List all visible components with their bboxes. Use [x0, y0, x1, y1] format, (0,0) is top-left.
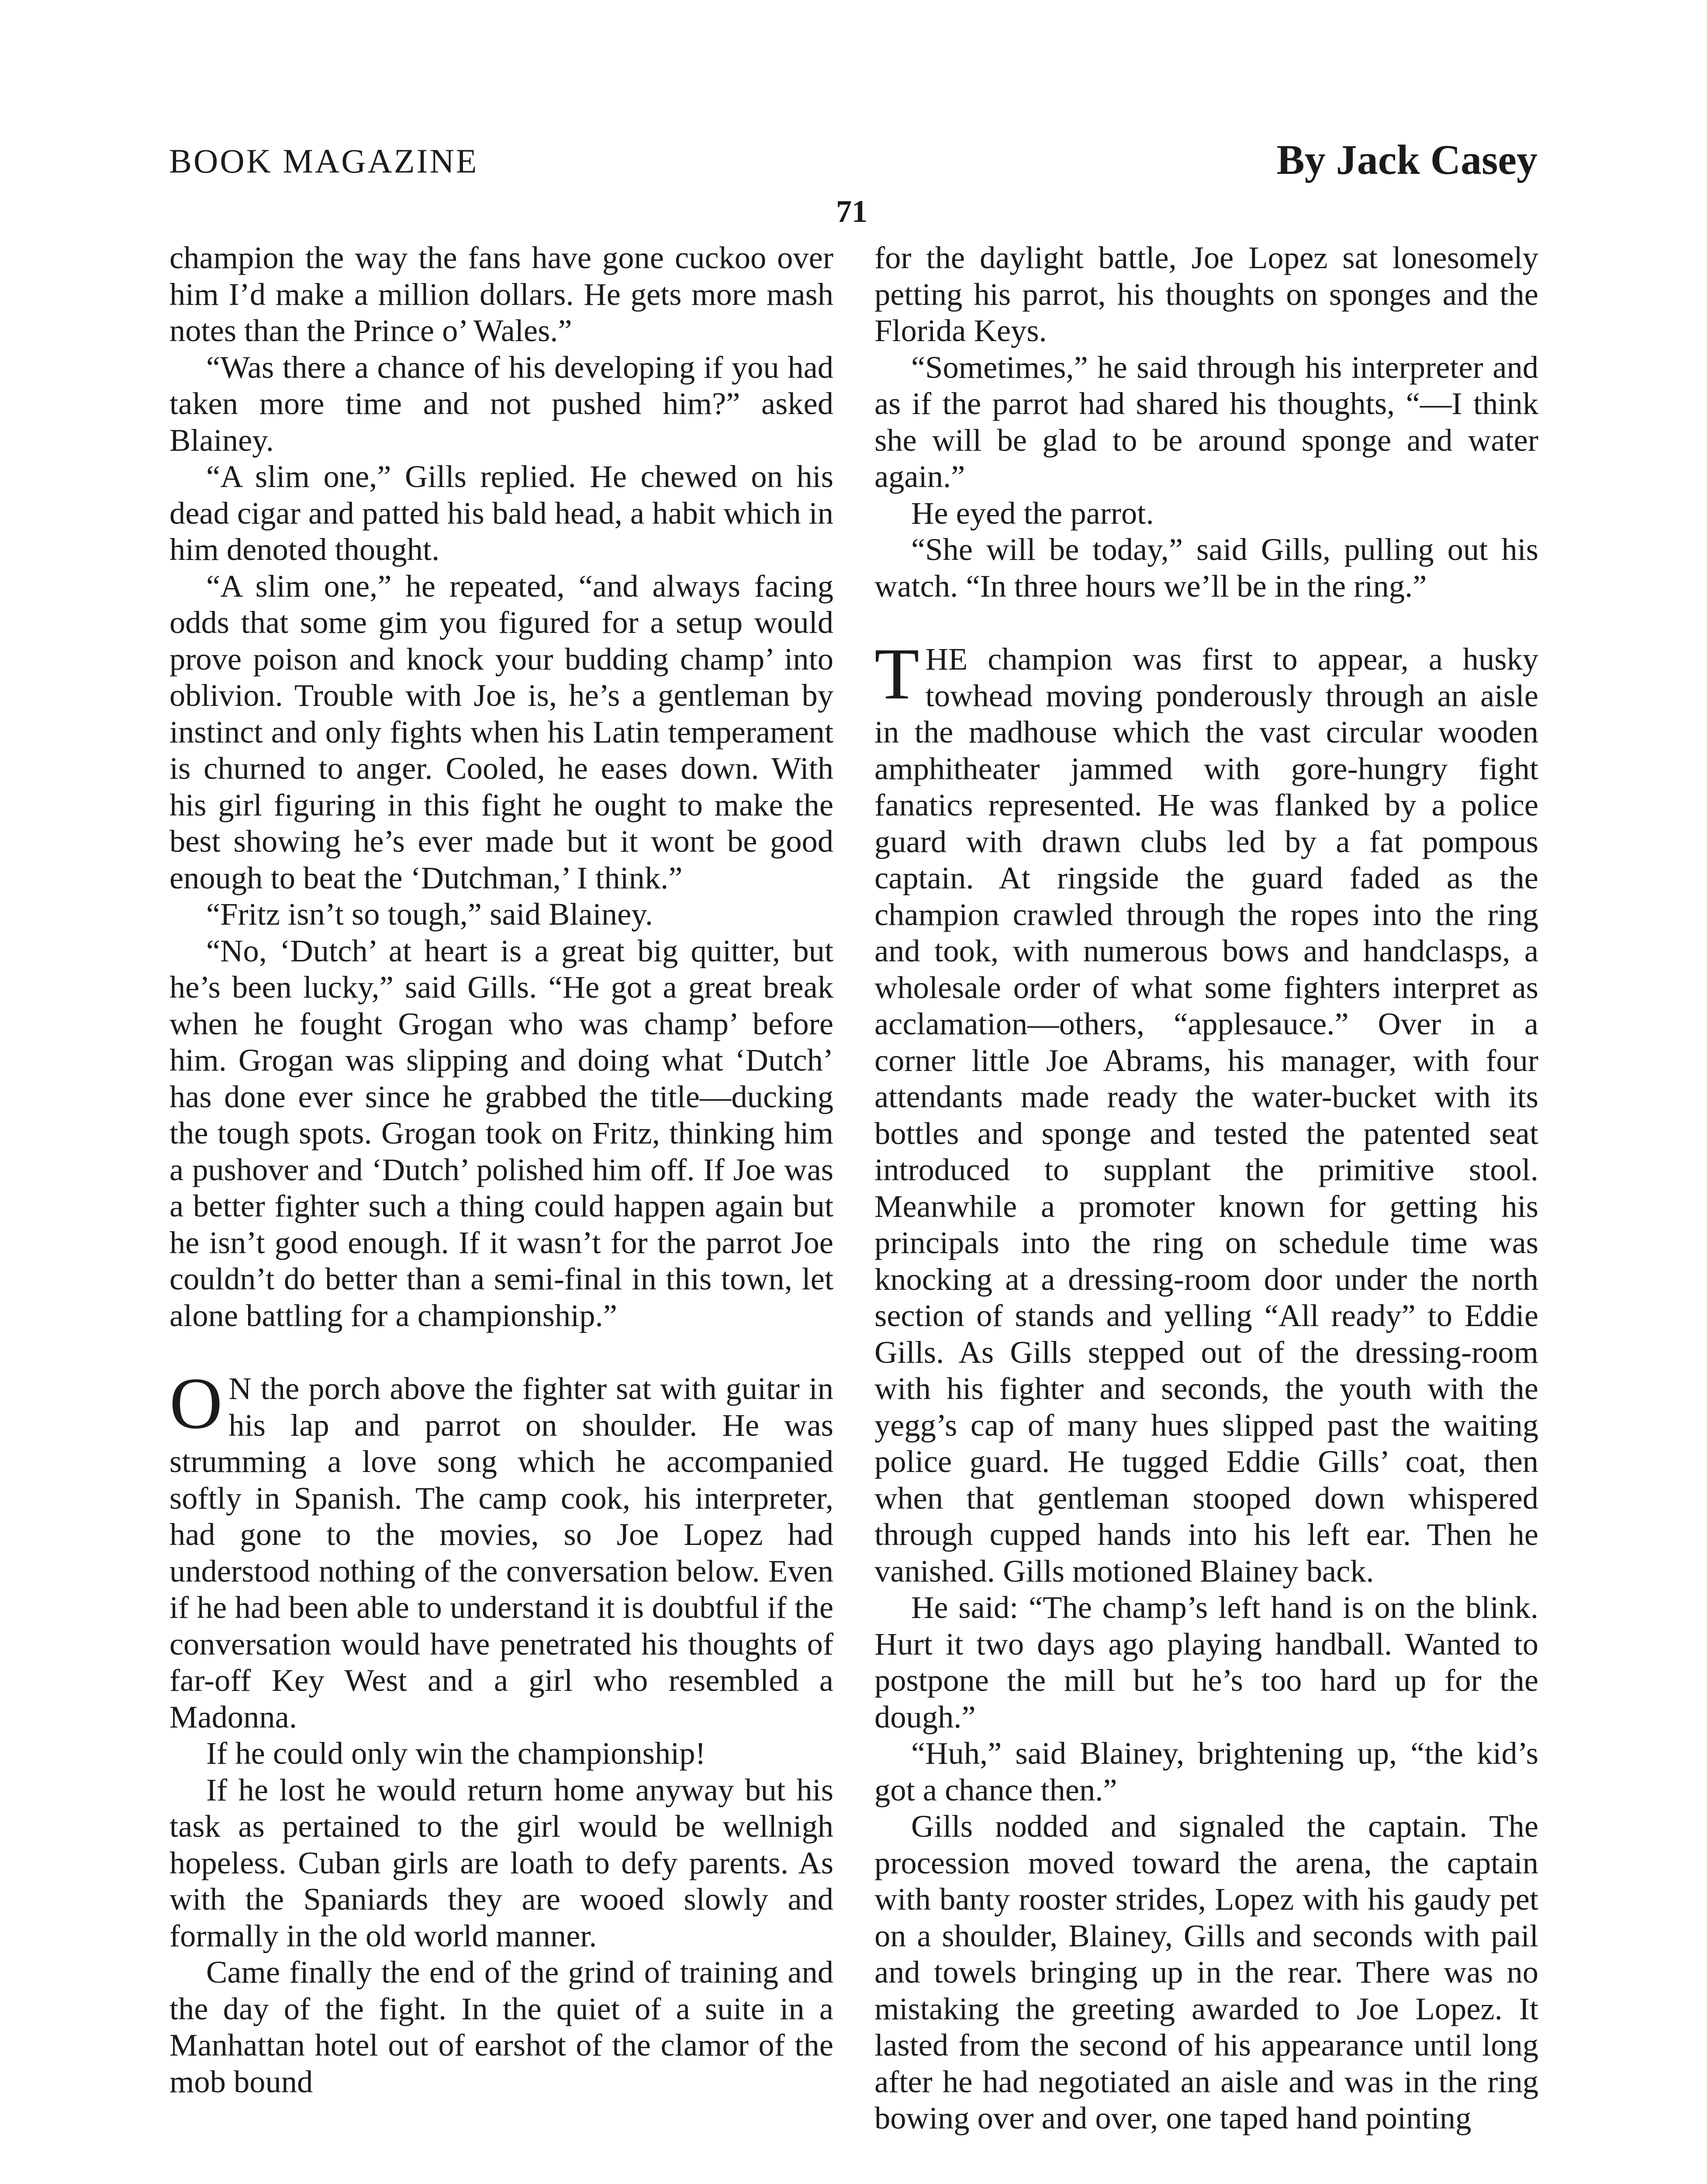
- paragraph: “No, ‘Dutch’ at heart is a great big quitter, but he’s been lucky,” said Gills. “He got a great break when he fought Grogan who was champ’ before him. Grogan was slipping and doing what ‘Dutch’ has done ever since he grabbed the title—ducking the tough spots. Grogan took on Fritz, thinking him a pushover and ‘Dutch’ polished him off. If Joe was a better fighter such a thing could happen again but he isn’t good enough. If it wasn’t for the parrot Joe couldn’t do better than a semi-final in this town, let alone battling for a championship.”: [169, 933, 833, 1333]
- paragraph: Came finally the end of the grind of training and the day of the fight. In the quiet of a suite in a Manhattan hotel out of earshot of the clamor of the mob bound: [169, 1954, 833, 2099]
- left-column: [169, 239, 833, 2100]
- section-opening-paragraph: [874, 633, 1538, 1589]
- paragraph: Gills nodded and signaled the captain. The procession moved toward the arena, the captain with banty rooster strides, Lopez with his gaudy pet on a shoulder, Blainey, Gills and seconds with pail and towels bringing up in the rear. There was no mistaking the greeting awarded to Joe Lopez. It lasted from the second of his appearance until long after he had negotiated an aisle and was in the ring bowing over and over, one taped hand pointing: [874, 1808, 1538, 2136]
- paragraph: for the daylight battle, Joe Lopez sat lonesomely petting his parrot, his thoughts on sponges and the Florida Keys.: [874, 240, 1538, 348]
- section-break: [169, 1334, 833, 1370]
- paragraph: champion the way the fans have gone cuckoo over him I’d make a million dollars. He gets more mash notes than the Prince o’ Wales.”: [169, 240, 833, 348]
- paragraph: If he lost he would return home anyway but his task as pertained to the girl would be wellnigh hopeless. Cuban girls are loath to defy parents. As with the Spaniards they are wooed slowly and formally in the old world manner.: [169, 1772, 833, 1953]
- magazine-title: BOOK MAGAZINE: [169, 142, 479, 180]
- drop-cap: O: [169, 1363, 223, 1444]
- paragraph: He eyed the parrot.: [911, 495, 1154, 531]
- paragraph: “Huh,” said Blainey, brightening up, “the kid’s got a chance then.”: [874, 1735, 1538, 1807]
- section-break: [874, 604, 1538, 641]
- paragraph: “She will be today,” said Gills, pulling out his watch. “In three hours we’ll be in the ring.”: [874, 532, 1538, 604]
- paragraph-text: N the porch above the fighter sat with guitar in his lap and parrot on shoulder. He was strumming a love song which he accompanied softly in Spanish. The camp cook, his interpreter, had gone to the movies, so Joe Lopez had understood nothing of the conversation below. Even if he had been able to understand it is doubtful if the conversation would have penetrated his thoughts of far-off Key West and a girl who resembled a Madonna.: [169, 1371, 833, 1735]
- drop-cap: T: [874, 633, 919, 715]
- paragraph: “Sometimes,” he said through his interpreter and as if the parrot had shared his thoughts, “—I think she will be glad to be around sponge and water again.”: [874, 349, 1538, 494]
- paragraph: “A slim one,” he repeated, “and always facing odds that some gim you figured for a setup would prove poison and knock your budding champ’ into oblivion. Trouble with Joe is, he’s a gentleman by instinct and only fights when his Latin temperament is churned to anger. Cooled, he eases down. With his girl figuring in this fight he ought to make the best showing he’s ever made but it wont be good enough to beat the ‘Dutchman,’ I think.”: [169, 568, 833, 895]
- paragraph: “A slim one,” Gills replied. He chewed on his dead cigar and patted his bald head, a habit which in him denoted thought.: [169, 459, 833, 567]
- paragraph: “Fritz isn’t so tough,” said Blainey.: [206, 896, 653, 932]
- paragraph: “Was there a chance of his developing if you had taken more time and not pushed him?” asked Blainey.: [169, 349, 833, 458]
- paragraph: If he could only win the championship!: [206, 1735, 706, 1771]
- paragraph: He said: “The champ’s left hand is on the blink. Hurt it two days ago playing handball. Wanted to postpone the mill but he’s too hard up for the dough.”: [874, 1590, 1538, 1735]
- author-byline: By Jack Casey: [1276, 136, 1538, 183]
- paragraph-text: HE champion was first to appear, a husky towhead moving ponderously through an aisle in the madhouse which the vast circular wooden amphitheater jammed with gore-hungry fight fanatics represented. He was flanked by a police guard with drawn clubs led by a fat pompous captain. At ringside the guard faded as the champion crawled through the ropes into the ring and took, with numerous bows and handclasps, a wholesale order of what some fighters interpret as acclamation—others, “applesauce.” Over in a corner little Joe Abrams, his manager, with four attendants made ready the water-bucket with its bottles and sponge and tested the patented seat introduced to supplant the primitive stool. Meanwhile a promoter known for getting his principals into the ring on schedule time was knocking at a dressing-room door under the north section of stands and yelling “All ready” to Eddie Gills. As Gills stepped out of the dressing-room with his fighter and seconds, the youth with the yegg’s cap of many hues slipped past the waiting police guard. He tugged Eddie Gills’ coat, then when that gentleman stooped down whispered through cupped hands into his left ear. Then he vanished. Gills motioned Blainey back.: [874, 641, 1538, 1589]
- section-opening-paragraph: [169, 1363, 833, 1735]
- page-number: 71: [836, 194, 867, 229]
- right-column: [874, 239, 1538, 2136]
